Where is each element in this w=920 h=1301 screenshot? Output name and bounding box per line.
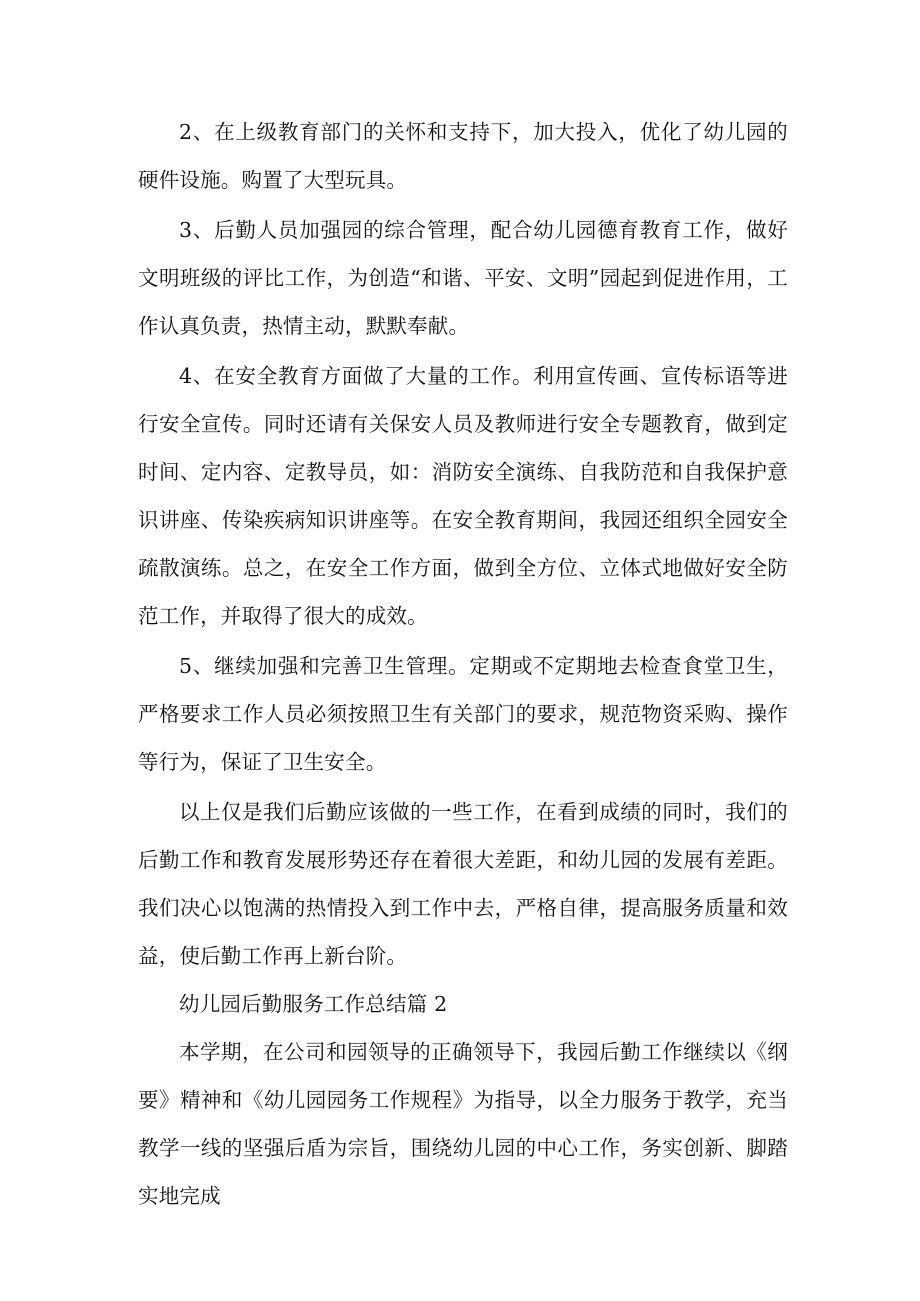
paragraph-item-3: 3、后勤人员加强园的综合管理，配合幼儿园德育教育工作，做好文明班级的评比工作，为创造“和谐、平安、文明”园起到促进作用，工作认真负责，热情主动，默默奉献。 [138, 218, 788, 338]
paragraph-item-4: 4、在安全教育方面做了大量的工作。利用宣传画、宣传标语等进行安全宣传。同时还请有关保安人员及教师进行安全专题教育，做到定时间、定内容、定教导员，如：消防安全演练、自我防范和自我保护意识讲座、传染疾病知识讲座等。在安全教育期间，我园还组织全园安全疏散演练。总之，在安全工作方面，做到全方位、立体式地做好安全防范工作，并取得了很大的成效。 [138, 364, 788, 628]
paragraph-item-5: 5、继续加强和完善卫生管理。定期或不定期地去检查食堂卫生，严格要求工作人员必须按照卫生有关部门的要求，规范物资采购、操作等行为，保证了卫生安全。 [138, 654, 788, 774]
section-heading: 幼儿园后勤服务工作总结篇 2 [179, 992, 448, 1016]
paragraph-summary: 以上仅是我们后勤应该做的一些工作，在看到成绩的同时，我们的后勤工作和教育发展形势还存在着很大差距，和幼儿园的发展有差距。我们决心以饱满的热情投入到工作中去，严格自律，提高服务质量和效益，使后勤工作再上新台阶。 [138, 800, 788, 968]
paragraph-intro: 本学期，在公司和园领导的正确领导下，我园后勤工作继续以《纲要》精神和《幼儿园园务工作规程》为指导，以全力服务于教学，充当教学一线的坚强后盾为宗旨，围绕幼儿园的中心工作，务实创新、脚踏实地完成 [138, 1040, 788, 1208]
paragraph-item-2: 2、在上级教育部门的关怀和支持下，加大投入，优化了幼儿园的硬件设施。购置了大型玩具。 [138, 120, 788, 192]
